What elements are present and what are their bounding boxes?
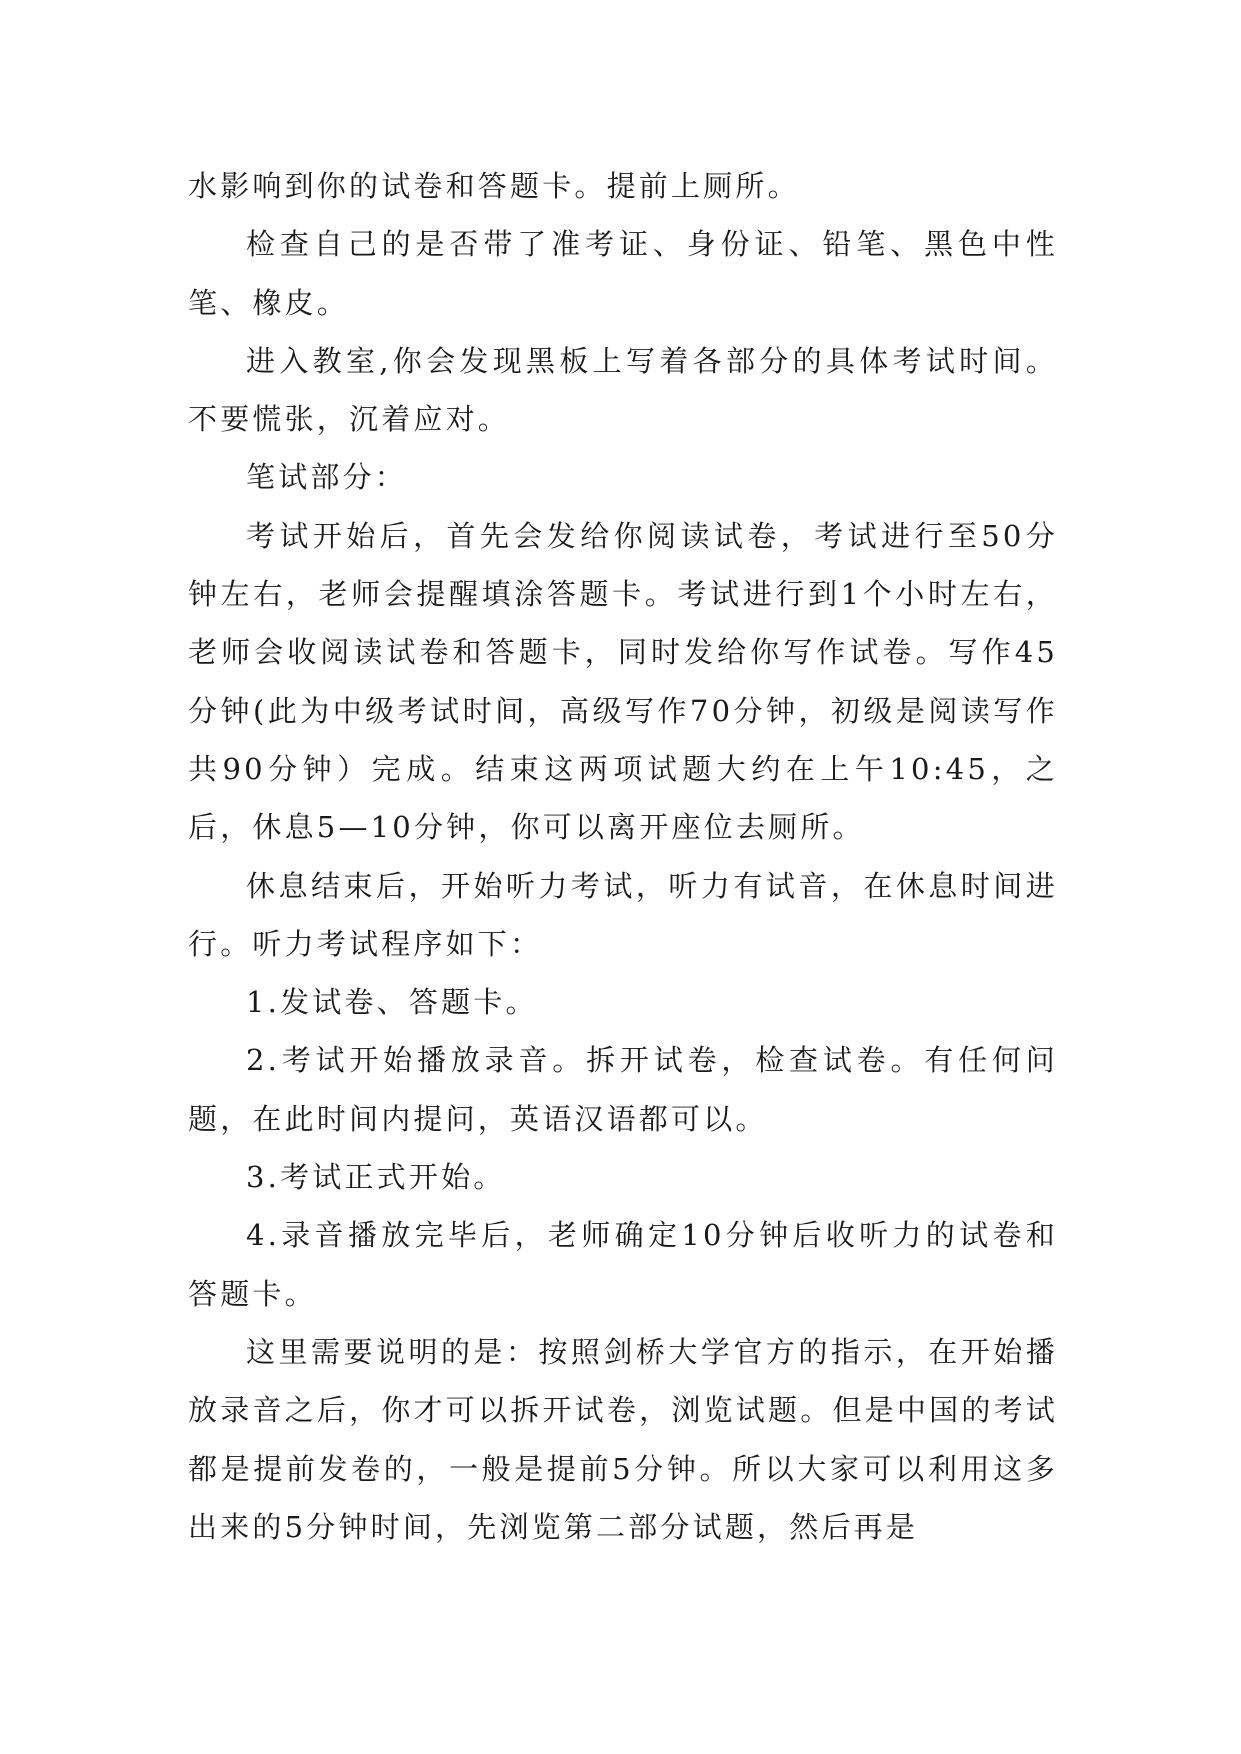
paragraph-2: 检查自己的是否带了准考证、身份证、铅笔、黑色中性笔、橡皮。 — [188, 227, 1058, 320]
paragraph-4-heading: 笔试部分： — [246, 460, 408, 495]
paragraph-3: 进入教室,你会发现黑板上写着各部分的具体考试时间。不要慌张，沉着应对。 — [188, 343, 1058, 437]
paragraph-1: 水影响到你的试卷和答题卡。提前上厕所。 — [188, 169, 800, 203]
list-item-1: 1.发试卷、答题卡。 — [246, 985, 538, 1020]
document-body — [188, 157, 1058, 1556]
paragraph-5: 考试开始后，首先会发给你阅读试卷，考试进行至50分钟左右，老师会提醒填涂答题卡。考试进行到1个小时左右，老师会收阅读试卷和答题卡，同时发给你写作试卷。写作45分钟(此为中级考试时间，高级写作70分钟，初级是阅读写作共90分钟）完成。结束这两项试题大约在上午10:45，之后，休息5—10分钟，你可以离开座位去厕所。 — [188, 518, 1058, 845]
list-item-2: 2.考试开始播放录音。拆开试卷，检查试卷。有任何问题，在此时间内提问，英语汉语都可以。 — [188, 1043, 1058, 1136]
paragraph-last: 这里需要说明的是：按照剑桥大学官方的指示，在开始播放录音之后，你才可以拆开试卷，浏览试题。但是中国的考试都是提前发卷的，一般是提前5分钟。所以大家可以利用这多出来的5分钟时间，先浏览第二部分试题，然后再是 — [188, 1334, 1058, 1544]
paragraph-6: 休息结束后，开始听力考试，听力有试音，在休息时间进行。听力考试程序如下： — [188, 868, 1058, 961]
list-item-4: 4.录音播放完毕后，老师确定10分钟后收听力的试卷和答题卡。 — [188, 1218, 1058, 1311]
list-item-3: 3.考试正式开始。 — [246, 1160, 506, 1195]
